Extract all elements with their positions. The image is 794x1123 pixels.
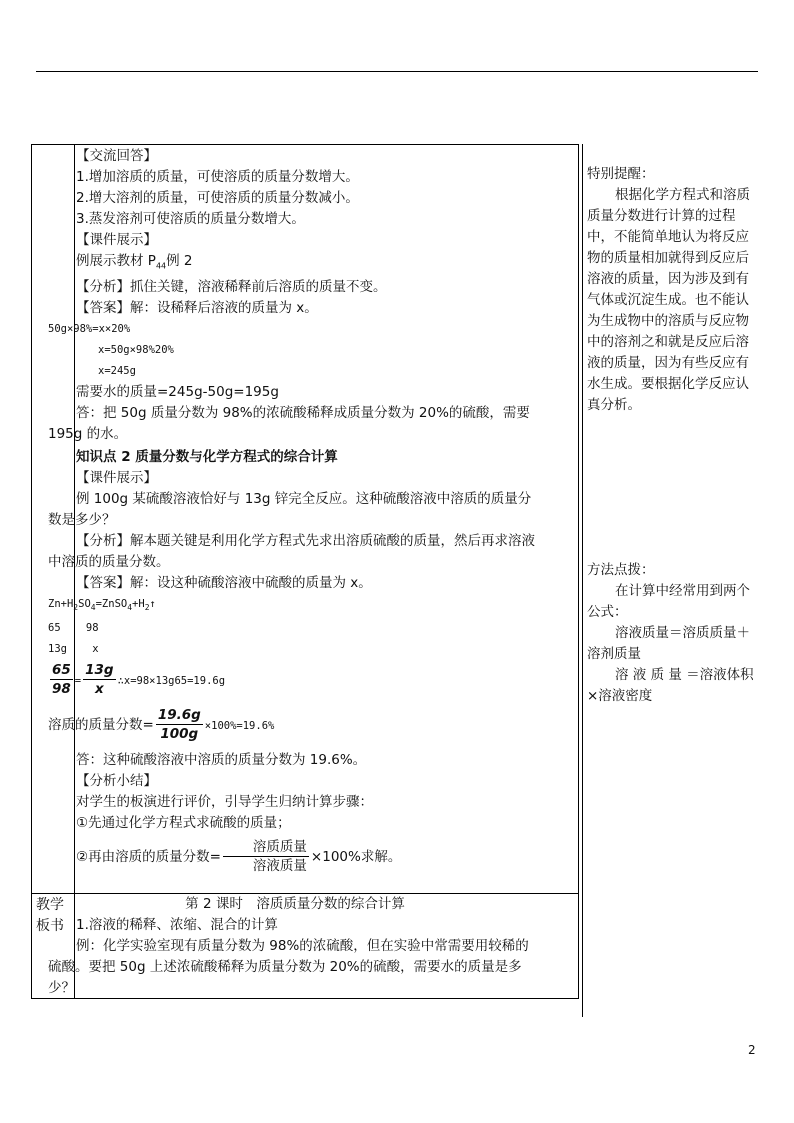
calc-line: x=245g (98, 364, 136, 377)
analysis-1: 【分析】抓住关键，溶液稀释前后溶质的质量不变。 (76, 278, 387, 295)
fraction: $\frac{\text{溶质质量}}{\text{溶液质量}}$ (223, 838, 309, 875)
header-rule (36, 71, 758, 72)
side-note-reminder (587, 164, 762, 416)
formula-1: 溶液质量＝溶质质量＋溶剂质量 (587, 625, 750, 662)
calc-water: 需要水的质量=245g-50g=195g (76, 383, 279, 400)
formula-2: 溶 液 质 量 ＝溶液体积×溶液密度 (587, 667, 754, 704)
molar-mass-row: 65 98 (48, 621, 99, 634)
answer-2: 【答案】解：设这种硫酸溶液中硫酸的质量为 x。 (76, 574, 372, 591)
mass-row: 13g x (48, 642, 99, 655)
answer-text-2: 答：这种硫酸溶液中溶质的质量分数为 19.6%。 (76, 751, 367, 768)
board-label: 教学板书 (36, 897, 64, 934)
knowledge-point-2: 知识点 2 质量分数与化学方程式的综合计算 (76, 448, 338, 465)
side-note-method (587, 560, 762, 707)
chemical-equation: $Zn+H_2SO_4=ZnSO_4+H_2↑$ (48, 597, 156, 612)
answer-text-1: 答：把 50g 质量分数为 98%的浓硫酸稀释成质量分数为 20%的硫酸，需要 195g 的水。 (48, 404, 530, 442)
side-text: 根据化学方程式和溶质质量分数进行计算的过程中，不能简单地认为将反应物的质量相加就得到反应后溶液的质量，因为涉及到有气体或沉淀生成。也不能认为生成物中的溶质与反应物中的溶剂之和就是反应后溶液的质量，因为有些反应有水生成。要根据化学反应认真分析。 (587, 187, 750, 413)
heading-slides: 【课件展示】 (76, 232, 157, 248)
summary-step-1: ①先通过化学方程式求硫酸的质量； (76, 814, 291, 831)
example-ref: 例展示教材 $P_{44}$例 2 (76, 253, 193, 271)
heading-summary: 【分析小结】 (76, 772, 157, 789)
fraction: $\frac{65}{98}$ (52, 662, 71, 698)
board-item-1: 1.溶液的稀释、浓缩、混合的计算 (76, 917, 278, 933)
example-2: 例 100g 某硫酸溶液恰好与 13g 锌完全反应。这种硫酸溶液中溶质的质量分数是多少？ (48, 490, 532, 528)
point-2: 2.增大溶剂的质量，可使溶质的质量分数减小。 (76, 190, 359, 206)
proportion-line: $\frac{65}{98}$ = $\frac{13g}{x}$ ∴x=98×13g65=19.6g (52, 662, 226, 698)
board-title: 第 2 课时 溶质质量分数的综合计算 (185, 896, 405, 912)
analysis-2: 【分析】解本题关键是利用化学方程式先求出溶质硫酸的质量，然后再求溶液中溶质的质量分数。 (48, 532, 535, 570)
mass-fraction-calc: 溶质的质量分数= $\frac{19.6g}{100g}$ ×100%=19.6% (48, 707, 275, 743)
side-text: 在计算中经常用到两个公式： (587, 583, 750, 620)
board-content (48, 894, 542, 999)
side-heading: 特别提醒： (587, 166, 655, 182)
page-number: 2 (748, 1043, 756, 1057)
margin-rule (582, 144, 583, 1017)
answer-1: 【答案】解：设稀释后溶液的质量为 x。 (76, 299, 318, 316)
point-1: 1.增加溶质的质量，可使溶质的质量分数增大。 (76, 169, 359, 185)
fraction: $\frac{13g}{x}$ (85, 662, 114, 698)
summary-step-2: ②再由溶质的质量分数= $\frac{\text{溶质质量}}{\text{溶液质量}}$ ×100%求解。 (76, 839, 402, 875)
lesson-content (48, 146, 542, 880)
heading-exchange: 【交流回答】 (76, 148, 157, 164)
heading-slides-2: 【课件展示】 (76, 469, 157, 486)
side-heading: 方法点拨： (587, 562, 655, 578)
calc-line: x=50g×98%20% (98, 343, 174, 356)
fraction: $\frac{19.6g}{100g}$ (157, 707, 201, 743)
summary-line: 对学生的板演进行评价，引导学生归纳计算步骤： (76, 793, 373, 810)
point-3: 3.蒸发溶剂可使溶质的质量分数增大。 (76, 211, 305, 227)
board-example: 例：化学实验室现有质量分数为 98%的浓硫酸，但在实验中常需要用较稀的硫酸。要把 50g 上述浓硫酸稀释为质量分数为 20%的硫酸，需要水的质量是多少？ (48, 938, 529, 996)
calc-line: 50g×98%=x×20% (48, 322, 131, 335)
